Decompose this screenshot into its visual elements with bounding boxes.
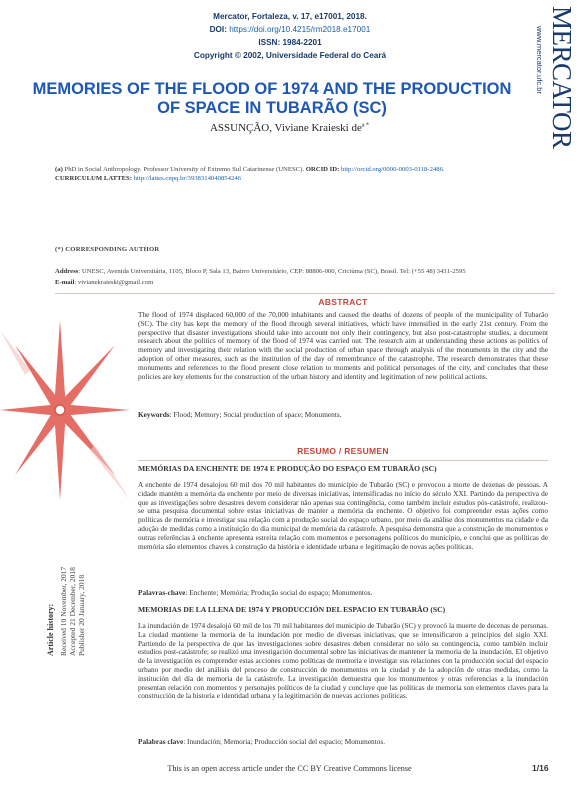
email-label: E-mail (55, 279, 75, 286)
article-history (46, 556, 136, 656)
left-margin-mark (0, 340, 1, 400)
history-published: Publisher 20 January, 2018 (77, 574, 86, 656)
divider (55, 293, 555, 294)
journal-citation: Mercator, Fortaleza, v. 17, e17001, 2018. (213, 12, 367, 21)
address-block (55, 266, 555, 288)
resumo-heading: RESUMO / RESUMEN (297, 446, 389, 456)
pt-keywords-label: Palavras-chave (138, 588, 186, 597)
doi-link[interactable]: https://doi.org/10.4215/rm2018.e17001 (229, 25, 371, 34)
compass-star-decoration (0, 300, 135, 520)
email-text[interactable]: : vivianekraieski@gmail.com (74, 279, 154, 286)
license-footer: This is an open access article under the CC BY Creative Commons license (167, 764, 412, 773)
address-label: Address (55, 268, 79, 275)
keywords-text: : Flood; Memory; Social production of space; Monuments. (169, 410, 342, 419)
mercator-wordmark: MERCATOR (547, 6, 577, 149)
affiliation-marker: (a) (55, 166, 63, 173)
history-received: Received 10 November, 2017 (59, 566, 68, 656)
affiliation (55, 165, 555, 183)
issn: ISSN: 1984-2201 (258, 38, 322, 47)
pt-abstract-text: A enchente de 1974 desalojou 60 mil dos 70 mil habitantes do município de Tubarão (SC) e provocou a morte de dezenas de pessoas. A cidade mantém a memória da enchente por meio de diversas iniciativas, intensificadas no início do século XXI. Partindo da perspectiva de que as investigações sobre desastres devem considerar não apenas sua contingência, como também incluir estudos pós-catástrofe, realizou-se uma pesquisa documental sobre estas iniciativas de manter a memória da enchente. O objetivo foi compreender estas ações como políticas de memória e investigar sua relação com a produção social do espaço urbano, por meio da análise dos monumentos na cidade e da adoção de medidas como a instituição do dia municipal de memória da catástrofe. A pesquisa demonstra que a construção de monumentos e outras referências à enchente apresenta estreita relação com momentos e personagens políticos do município, e conclui que as políticas de memória são elementos chaves à construção da história e identidade urbana e legitimação de novas ações políticas. (138, 480, 548, 551)
mercator-logo (532, 6, 577, 149)
pt-keywords (138, 588, 548, 597)
abstract-heading: ABSTRACT (318, 297, 368, 307)
lattes-link[interactable]: http://lattes.cnpq.br/3938314040854246 (133, 175, 242, 182)
keywords-label: Keywords (138, 410, 170, 419)
author-superscript: a * (361, 122, 370, 129)
abstract-keywords (138, 410, 548, 419)
address-text: : UNESC, Avenida Universitária, 1105, Bloco P, Sala 13, Bairro Universitário, CEP: 88806-000, Criciúma (SC), Brasil. Tel: (+55 48) 3431-2595 (78, 268, 466, 275)
corresponding-author-heading: (*) CORRESPONDING AUTHOR (55, 246, 160, 253)
journal-header (150, 10, 430, 62)
author-line (0, 122, 579, 134)
es-keywords-text: : Inundación; Memoria; Producción social del espacio; Monumentos. (183, 737, 386, 746)
pt-keywords-text: : Enchente; Memória; Produção social do espaço; Monumentos. (185, 588, 373, 597)
copyright: Copyright © 2002, Universidade Federal do Ceará (193, 51, 387, 60)
es-keywords-label: Palabras clave (138, 737, 184, 746)
article-title: MEMORIES OF THE FLOOD OF 1974 AND THE PRODUCTION OF SPACE IN TUBARÃO (SC) (32, 80, 512, 117)
doi-label: DOI: (209, 25, 227, 34)
pt-title: MEMÓRIAS DA ENCHENTE DE 1974 E PRODUÇÃO DO ESPAÇO EM TUBARÃO (SC) (138, 464, 437, 473)
affiliation-text: PhD in Social Anthropology. Professor University of Extremo Sul Catarinense (UNESC). (64, 166, 305, 173)
orcid-label: ORCID ID: (305, 166, 340, 173)
abstract-text: The flood of 1974 displaced 60,000 of the 70,000 inhabitants and caused the deaths of dozens of people of the municipality of Tubarão (SC). The city has kept the memory of the flood through several initiatives, which have intensified in the early 21st century. From the perspective that disaster investigations should take into account not only their contingency, but also post-catastrophe studies, a document research about the politics of memory of the flood of 1974 was carried out. The research aim at understanding these actions as politics of memory and investigating their relation with the social production of urban space through analysis of the monuments in the city and the adoption of other measures, such as the institution of the day of remembrance of the catastrophe. The research demonstrates that these monuments and references to the flood present close relation to moments and political personages of the city, and concludes that these policies are key elements for the construction of the urban history and identity and legitimation of new political actions. (138, 310, 548, 381)
orcid-link[interactable]: http://orcid.org/0000-0003-0118-2486. (341, 166, 445, 173)
mercator-url[interactable]: www.mercator.ufc.br (535, 26, 544, 94)
lattes-label: CURRICULUM LATTES: (55, 175, 132, 182)
es-title: MEMORIAS DE LA LLENA DE 1974 Y PRODUCCIÓN DEL ESPACIO EN TUBARÃO (SC) (138, 605, 446, 614)
history-accepted: Accepted 21 December, 2018 (68, 567, 77, 656)
divider (138, 460, 548, 461)
page-number: 1/16 (532, 763, 549, 773)
history-title: Article history: (46, 603, 55, 656)
es-keywords (138, 737, 548, 746)
es-abstract-text: La inundación de 1974 desalojó 60 mil de los 70 mil habitantes del municipio de Tubarão (SC) y provocó la muerte de decenas de personas. La ciudad mantiene la memoria de la inundación por medio de diversas iniciativas, que se intensificaron a principios del siglo XXI. Partiendo de la perspectiva de que las investigaciones sobre desastres deben considerar no sólo su contingencia, como también incluir estudios post-catástrofe; se realizó una investigación documental sobre las iniciativas de mantener la memoria de la inundación. El objetivo de la investigación es comprender estas acciones como políticas de memoria e investigar sus relaciones con la producción social del espacio urbano por medio del análisis del proceso de construcción de monumentos en la ciudad y de la adopción de otras medidas, como la institución del día de memoria de la catástrofe. La investigación demuestra que los monumentos y otras referencias a la inundación presentan relación con momentos y personajes políticos de la ciudad y concluye que las políticas de memoria son elementos claves para la construcción de la historia e identidad urbana y la legitimación de nuevas acciones políticas. (138, 621, 548, 701)
author-name: ASSUNÇÃO, Viviane Kraieski de (209, 122, 362, 134)
